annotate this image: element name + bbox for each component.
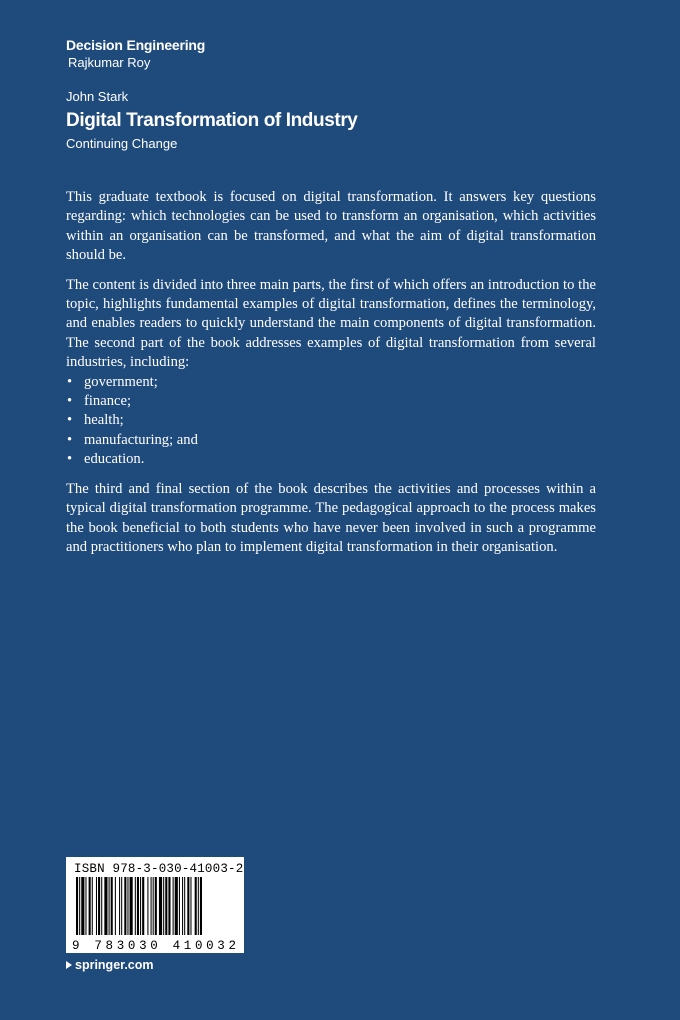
bullet-icon: • [67,373,73,390]
list-item [66,373,596,392]
list-item-text: government; [84,373,158,390]
book-title: Digital Transformation of Industry [66,110,358,131]
arrow-right-icon [66,961,72,969]
blurb-paragraph-1: This graduate textbook is focused on digital transformation. It answers key questions regarding: which technologies can be used to transform an organisation, which activities within an organisation can be transformed, and what the aim of digital transformation should be. [66,189,596,264]
barcode-bar [175,877,178,935]
barcode-bar [151,877,152,935]
barcode-bar [121,877,122,935]
barcode-bar [147,877,148,935]
barcode-bar [96,877,97,935]
barcode-bars [70,877,240,951]
barcode-bar [155,877,157,935]
publisher-link[interactable] [66,957,154,973]
bullet-icon: • [67,412,73,429]
barcode-bar [98,877,100,935]
bullet-icon: • [67,451,73,468]
bullet-icon: • [67,431,73,448]
barcode-bar [163,877,164,935]
publisher-url: springer.com [75,958,154,972]
book-subtitle: Continuing Change [66,136,178,151]
barcode-bar [153,877,154,935]
barcode-bar [81,877,84,935]
barcode-bar [168,877,170,935]
barcode-bar [85,877,86,935]
barcode-bar [127,877,128,935]
barcode-digits: 9 783030 410032 [72,939,236,951]
list-item-text: finance; [84,393,131,410]
barcode-bar [159,877,162,935]
list-item [66,431,596,450]
list-item [66,450,596,469]
barcode-bar [104,877,107,935]
barcode-bar [187,877,189,935]
barcode-bar [101,877,102,935]
blurb-paragraph-3: The third and final section of the book describes the activities and processes within a typical digital transformation programme. The pedagogical approach to the process makes the book beneficial to both students who have never been involved in such a programme and practitioners who plan to implement digital transformation in their organisation. [66,480,596,555]
blurb-paragraph-2: The content is divided into three main parts, the first of which offers an introduction to the topic, highlights fundamental examples of digital transformation, defines the terminology, and enables readers to quickly understand the main components of digital transformation. The second part of the book addresses examples of digital transformation from several industries, including: [66,276,596,371]
barcode-bar [135,877,136,935]
barcode-bar [92,877,93,935]
isbn-label: ISBN 978-3-030-41003-2 [74,862,244,876]
barcode-bar [179,877,180,935]
barcode-bar [89,877,91,935]
barcode-bar [109,877,110,935]
bullet-icon: • [67,393,73,410]
barcode-bar [142,877,144,935]
series-block [66,36,205,72]
list-item-text: education. [84,451,145,468]
series-editor: Rajkumar Roy [68,55,151,70]
barcode-bar [115,877,116,935]
list-item [66,392,596,411]
series-title: Decision Engineering [66,37,206,53]
barcode-bar [200,877,202,935]
barcode-bar [79,877,80,935]
list-item [66,411,596,430]
barcode-bar [119,877,120,935]
barcode-bar [140,877,141,935]
barcode-bar [165,877,167,935]
barcode-bar [130,877,133,935]
barcode-bar [137,877,139,935]
barcode-bar [111,877,113,935]
list-item-text: manufacturing; and [84,431,198,448]
barcode-bar [190,877,191,935]
barcode-bar [124,877,126,935]
barcode-bar [198,877,199,935]
barcode-bar [173,877,174,935]
author-name: John Stark [66,89,129,104]
blurb [66,188,596,567]
barcode-bar [76,877,78,935]
barcode-bar [182,877,183,935]
isbn-barcode [66,857,244,953]
barcode-bar [184,877,185,935]
barcode-bar [195,877,197,935]
industries-list [66,373,596,470]
list-item-text: health; [84,412,124,429]
